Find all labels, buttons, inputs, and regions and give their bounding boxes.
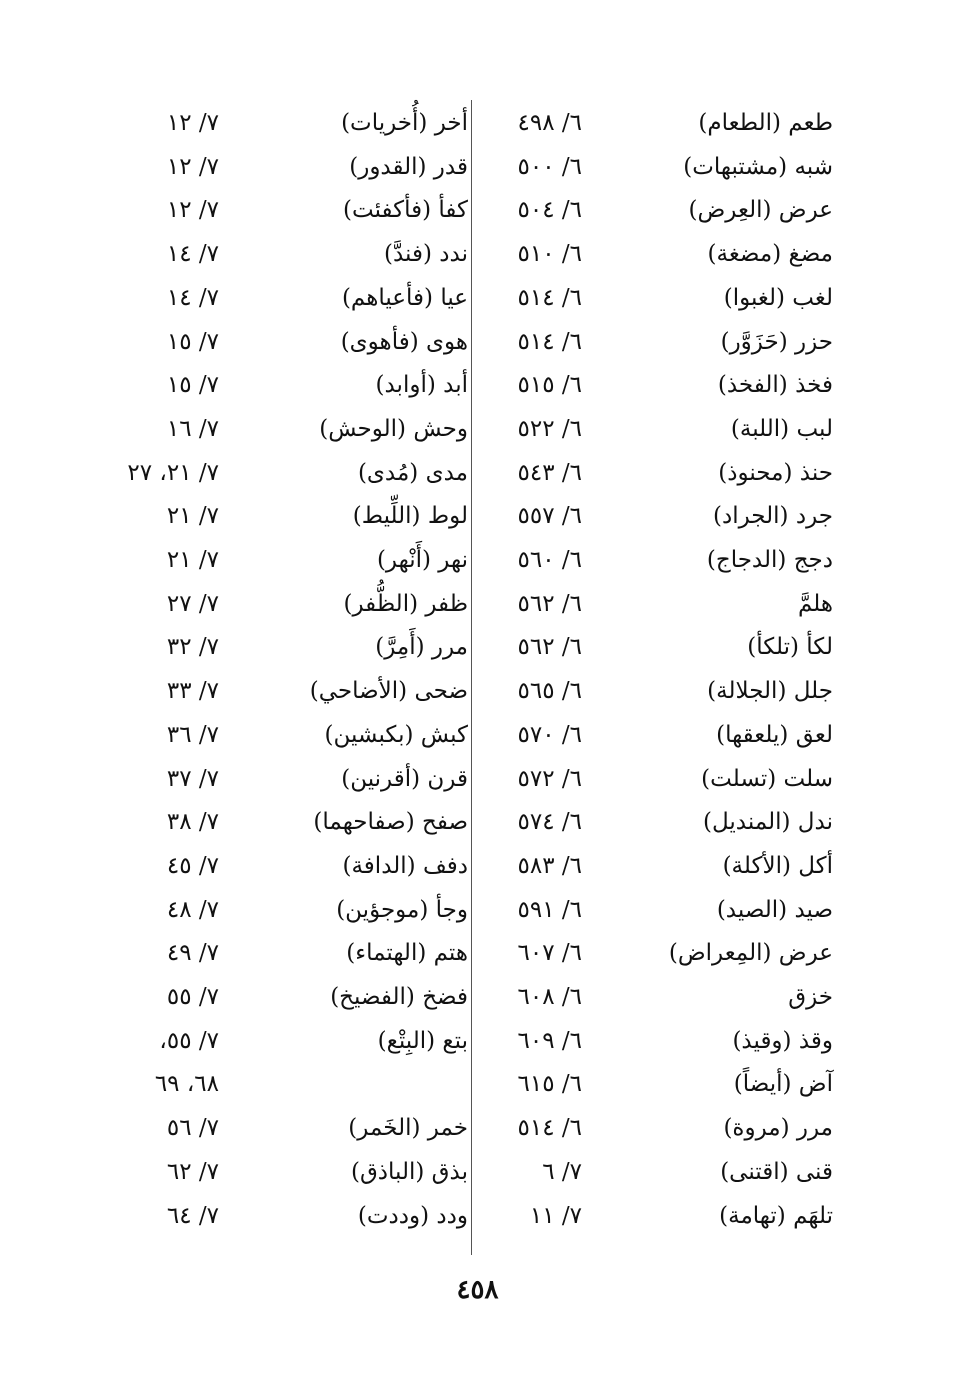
index-row (0, 931, 955, 975)
index-term: طعم (الطعام) (698, 110, 833, 136)
index-term: حنذ (محنوذ) (718, 459, 833, 486)
index-reference: ٦/ ٥٥٧ (517, 503, 582, 530)
index-reference: ٧/ ٢٧ (166, 590, 219, 617)
index-reference: ٦/ ٥٧٠ (517, 721, 582, 748)
index-reference: ٦/ ٥١٥ (517, 372, 582, 399)
index-term: عرض (المِعراض) (668, 940, 833, 967)
index-reference: ٧/ ٣٣ (166, 678, 219, 705)
index-term: بتع (البِتْع) (377, 1027, 468, 1054)
index-term: ودد (وددت) (357, 1202, 468, 1229)
index-term: لغب (لغبوا) (723, 284, 833, 311)
index-reference: ٧/ ٦٢ (166, 1158, 219, 1185)
index-term: عرض (العِرض) (688, 197, 833, 224)
index-term: بذق (الباذق) (350, 1158, 468, 1185)
index-term: دفف (الدافة) (342, 852, 468, 879)
index-reference: ٧/ ١٢ (166, 197, 219, 224)
index-reference: ٦/ ٥٦٢ (517, 590, 582, 617)
index-row (0, 1062, 955, 1106)
index-reference: ٦/ ٥١٤ (517, 1115, 582, 1142)
index-reference: ٦/ ٥٢٢ (517, 415, 582, 442)
index-term: ندل (المنديل) (703, 809, 833, 836)
index-row (0, 276, 955, 320)
index-reference: ٦/ ٥٨٣ (517, 852, 582, 879)
index-reference: ٦/ ٥٧٢ (517, 765, 582, 792)
index-row (0, 451, 955, 495)
index-term: حزر (حَزَوَّر) (720, 328, 833, 355)
index-row (0, 669, 955, 713)
index-row (0, 188, 955, 232)
index-row (0, 844, 955, 888)
index-term: وحش (الوحش) (319, 415, 468, 442)
index-row (0, 1194, 955, 1238)
index-reference: ٧/ ٤٨ (166, 896, 219, 923)
index-row (0, 407, 955, 451)
index-term: وقذ (وقيذ) (732, 1027, 833, 1054)
index-reference: ٧/ ٢١ (166, 547, 219, 573)
index-term: مرر (مروة) (723, 1115, 833, 1142)
index-reference: ٧/ ٦ (542, 1158, 582, 1185)
index-reference: ٧/ ٦٤ (166, 1202, 219, 1229)
index-term: آض (أيضاً) (733, 1071, 833, 1098)
index-reference: ٧/ ١٥ (166, 328, 219, 355)
index-row (0, 538, 955, 582)
index-term: مضغ (مضغة) (707, 241, 833, 268)
index-row (0, 713, 955, 757)
index-row (0, 1019, 955, 1063)
index-reference: ٧/ ٥٥ (166, 984, 219, 1010)
index-term: صفح (صفاحهما) (313, 809, 468, 836)
index-row (0, 232, 955, 276)
index-row (0, 320, 955, 364)
index-reference: ٦/ ٥٦٢ (517, 634, 582, 661)
index-term: وجأ (موجؤين) (336, 896, 468, 923)
index-row (0, 582, 955, 626)
index-term: فخذ (الفخذ) (717, 372, 833, 399)
index-reference: ٧/ ٣٢ (166, 634, 219, 661)
index-row (0, 625, 955, 669)
index-term: قدر (القدور) (349, 153, 468, 180)
index-reference: ٦/ ٦٠٧ (517, 940, 582, 967)
index-reference: ٧/ ١٤ (166, 241, 219, 268)
index-reference: ٧/ ٣٨ (166, 809, 219, 836)
index-term: قنى (اقتنى) (720, 1158, 833, 1185)
index-term: ظفر (الظُّفر) (343, 590, 468, 617)
index-reference: ٦٨، ٦٩ (154, 1071, 219, 1098)
index-reference: ٧/ ١٦ (166, 415, 219, 442)
index-row (0, 145, 955, 189)
index-reference: ٧/ ٥٥، (159, 1027, 219, 1054)
index-term: جلل (الجلالة) (707, 678, 833, 705)
index-reference: ٦/ ٥٦٠ (517, 547, 582, 573)
index-term: هوى (فأهوى) (340, 328, 468, 355)
index-reference: ٦/ ٥١٤ (517, 284, 582, 311)
index-reference: ٧/ ٢١ (166, 503, 219, 530)
index-row (0, 494, 955, 538)
index-term: لبب (اللبة) (730, 415, 833, 442)
index-reference: ٧/ ٤٩ (166, 940, 219, 967)
index-term: ضحى (الأضاحي) (309, 678, 468, 705)
index-reference: ٧/ ١٢ (166, 153, 219, 180)
index-reference: ٦/ ٦١٥ (517, 1071, 582, 1098)
index-row (0, 363, 955, 407)
index-term: قرن (أقرنين) (341, 765, 468, 792)
index-row (0, 757, 955, 801)
index-row (0, 101, 955, 145)
index-reference: ٦/ ٥٧٤ (517, 809, 582, 836)
index-term: لعق (يلعقها) (716, 721, 833, 748)
index-reference: ٧/ ٥٦ (166, 1115, 219, 1142)
index-term: سلت (تسلت) (701, 765, 833, 792)
index-term: أبد (أوابد) (375, 372, 468, 399)
index-reference: ٧/ ٢١، ٢٧ (127, 459, 219, 486)
index-term: دجج (الدجاج) (706, 547, 833, 573)
index-reference: ٧/ ١٤ (166, 284, 219, 311)
index-term: خمر (الخَمر) (348, 1115, 468, 1142)
index-row (0, 1150, 955, 1194)
index-reference: ٧/ ١٢ (166, 110, 219, 136)
index-row (0, 800, 955, 844)
index-row (0, 1106, 955, 1150)
index-term: لوط (اللِّيط) (352, 503, 468, 530)
index-term: كفأ (فأكفئت) (343, 197, 468, 224)
index-reference: ٦/ ٦٠٨ (517, 984, 582, 1010)
index-reference: ٦/ ٥٤٣ (517, 459, 582, 486)
index-term: تلهَم (تهامة) (719, 1202, 833, 1229)
index-term: صيد (الصيد) (716, 896, 833, 923)
index-row (0, 888, 955, 932)
index-reference: ٦/ ٥٩١ (517, 896, 582, 923)
index-reference: ٦/ ٤٩٨ (517, 110, 582, 136)
index-reference: ٦/ ٥١٤ (517, 328, 582, 355)
index-reference: ٦/ ٥٠٠ (517, 153, 582, 180)
index-reference: ٧/ ١١ (529, 1202, 582, 1229)
index-reference: ٧/ ٣٦ (166, 721, 219, 748)
index-term: أخر (أُخريات) (341, 110, 468, 136)
index-term: شبه (مشتبهات) (683, 153, 833, 180)
index-reference: ٧/ ١٥ (166, 372, 219, 399)
index-term: مدى (مُدى) (357, 459, 468, 486)
index-term: خزق (788, 984, 833, 1010)
index-term: هتم (الهتماء) (346, 940, 468, 967)
index-reference: ٧/ ٣٧ (166, 765, 219, 792)
index-term: ندد (فندَّ) (384, 241, 468, 268)
index-term: أكل (الأكلة) (722, 852, 833, 879)
index-term: كبش (بكبشين) (324, 721, 468, 748)
page-number: ٤٥٨ (456, 1275, 499, 1305)
index-term: مرر (أَمِرَّ) (375, 634, 468, 661)
index-row (0, 975, 955, 1019)
index-term: فضخ (الفضيخ) (330, 984, 468, 1010)
index-reference: ٦/ ٦٠٩ (517, 1027, 582, 1054)
index-term: نهر (أَنْهر) (376, 547, 468, 573)
index-reference: ٧/ ٤٥ (166, 852, 219, 879)
index-term: هلمَّ (797, 590, 833, 617)
index-term: عيا (فأعياهم) (341, 284, 468, 311)
index-reference: ٦/ ٥١٠ (517, 241, 582, 268)
index-term: جرد (الجراد) (713, 503, 833, 530)
index-reference: ٦/ ٥٦٥ (517, 678, 582, 705)
index-reference: ٦/ ٥٠٤ (517, 197, 582, 224)
index-term: لكأ (تلكأ) (747, 634, 833, 661)
